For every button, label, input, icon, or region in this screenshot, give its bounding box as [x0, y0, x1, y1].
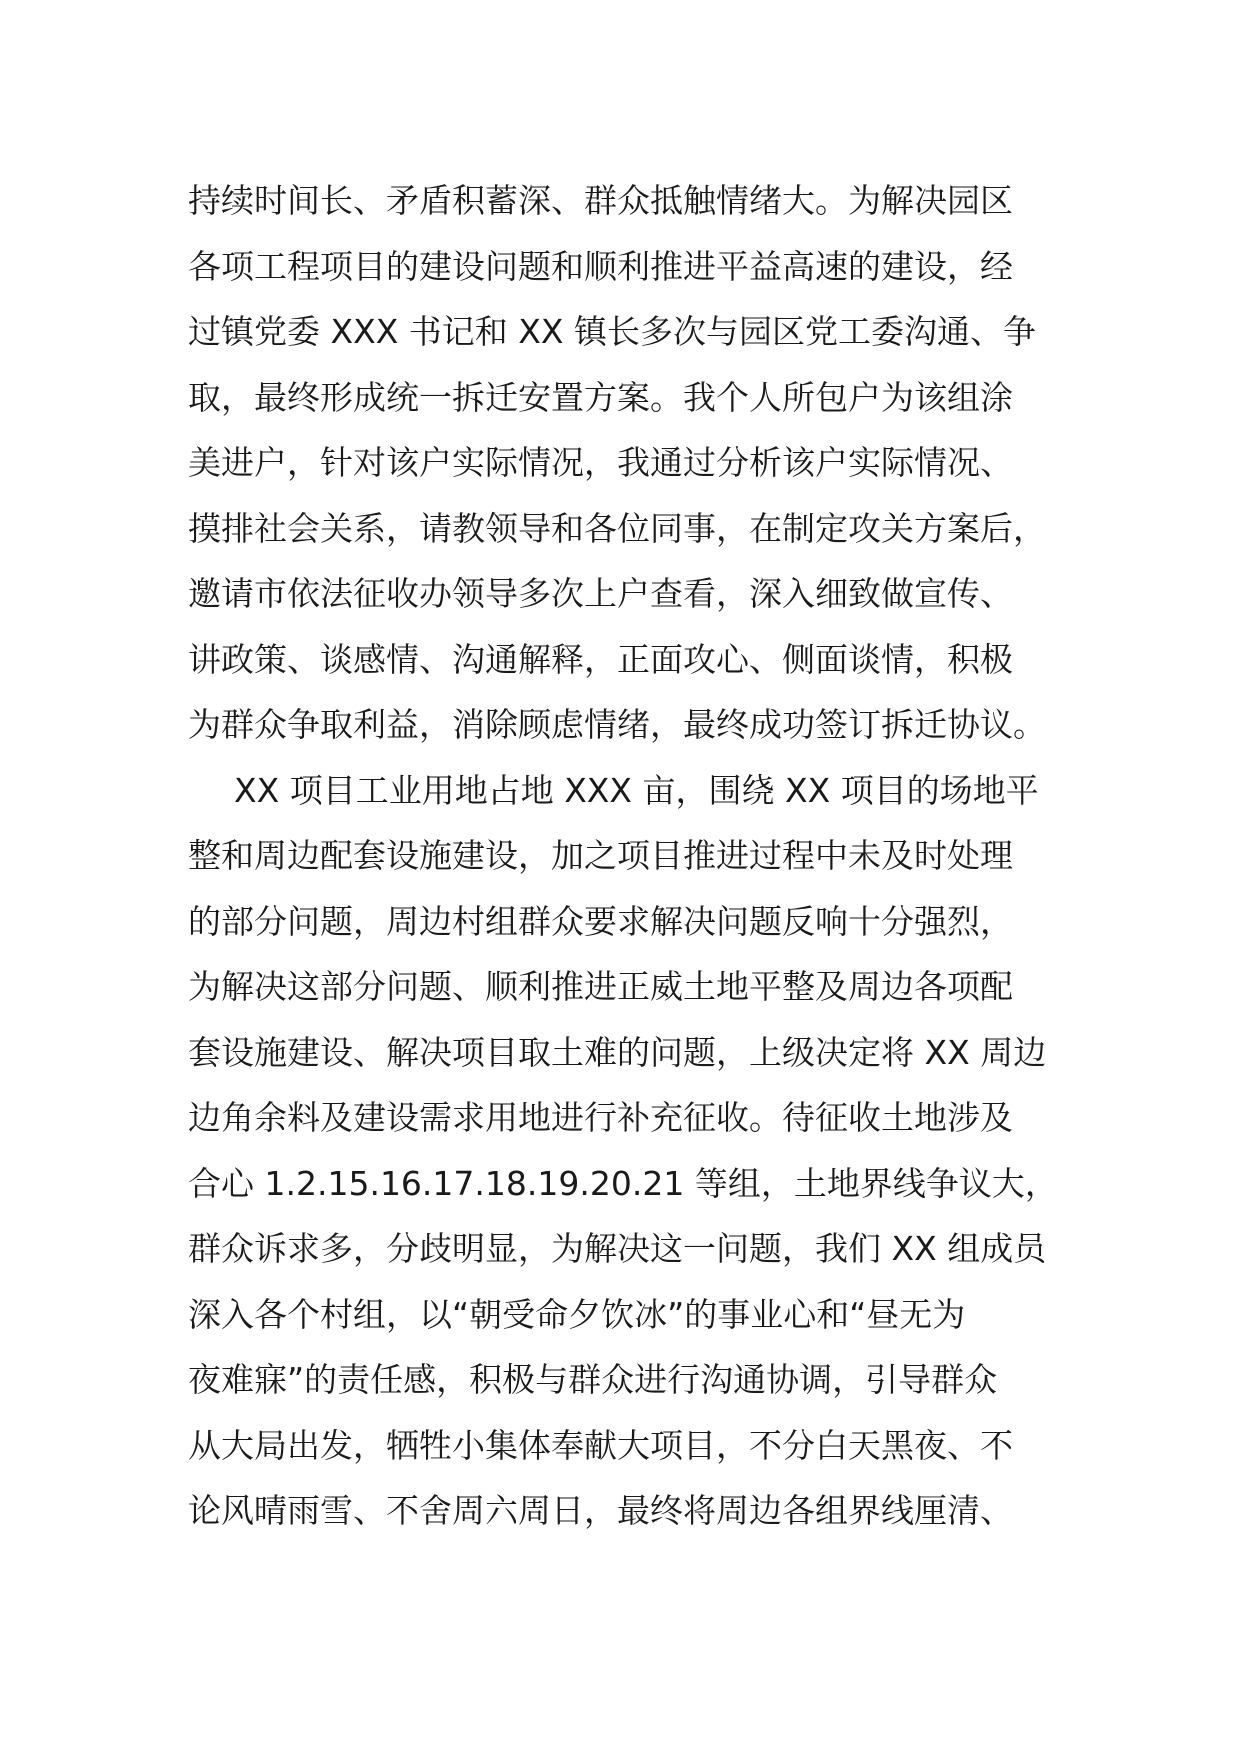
text-line: 套设施建设、解决项目取土难的问题，上级决定将 XX 周边 [188, 1032, 1047, 1072]
text-line: 整和周边配套设施建设，加之项目推进过程中未及时处理 [188, 836, 1013, 875]
text-line: 摸排社会关系，请教领导和各位同事，在制定攻关方案后， [188, 508, 1046, 548]
body-text [188, 168, 1068, 1544]
text-line: 邀请市依法征收办领导多次上户查看，深入细致做宣传、 [188, 574, 1013, 613]
text-line: 边角余料及建设需求用地进行补充征收。待征收土地涉及 [188, 1098, 1013, 1137]
text-line: 讲政策、谈感情、沟通解释，正面攻心、侧面谈情，积极 [188, 639, 1013, 679]
text-line: 合心 1.2.15.16.17.18.19.20.21 等组，土地界线争议大， [188, 1163, 1058, 1203]
text-line: 夜难寐”的责任感，积极与群众进行沟通协调，引导群众 [188, 1360, 998, 1399]
text-line: 从大局出发，牺牲小集体奉献大项目，不分白天黑夜、不 [188, 1425, 1013, 1465]
text-line: 为群众争取利益，消除顾虑情绪，最终成功签订拆迁协议。 [188, 705, 1046, 744]
text-line: 的部分问题，周边村组群众要求解决问题反响十分强烈， [188, 901, 1013, 941]
text-line: 深入各个村组，以“朝受命夕饮冰”的事业心和“昼无为 [188, 1294, 966, 1334]
text-line: 论风晴雨雪、不舍周六周日，最终将周边各组界线厘清、 [188, 1491, 1013, 1530]
text-line: 美进户，针对该户实际情况，我通过分析该户实际情况、 [188, 443, 1013, 482]
text-line: 各项工程项目的建设问题和顺利推进平益高速的建设，经 [188, 246, 1013, 286]
paragraph-first-line: XX 项目工业用地占地 XXX 亩，围绕 XX 项目的场地平 [234, 770, 1039, 810]
text-line: 过镇党委 XXX 书记和 XX 镇长多次与园区党工委沟通、争 [188, 312, 1036, 351]
text-line: 群众诉求多，分歧明显，为解决这一问题，我们 XX 组成员 [188, 1229, 1047, 1268]
text-line: 持续时间长、矛盾积蓄深、群众抵触情绪大。为解决园区 [188, 181, 1013, 220]
text-line: 取，最终形成统一拆迁安置方案。我个人所包户为该组涂 [188, 377, 1013, 417]
text-line: 为解决这部分问题、顺利推进正威土地平整及周边各项配 [188, 967, 1013, 1006]
